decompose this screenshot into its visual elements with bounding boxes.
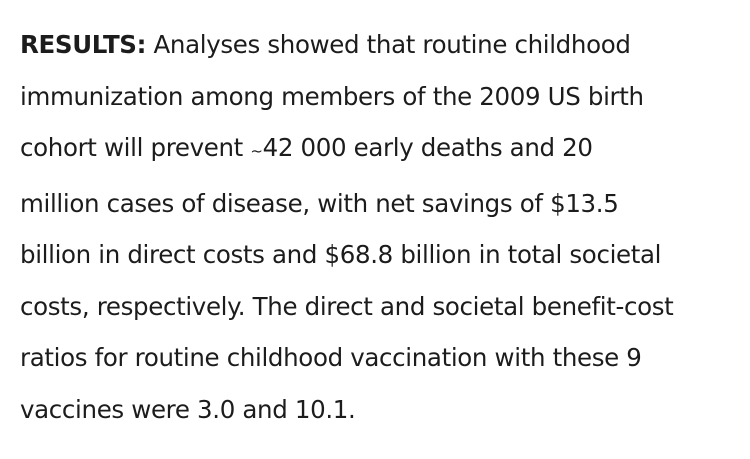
results-line-3 bbox=[20, 122, 736, 178]
approx-symbol: ~ bbox=[250, 142, 263, 160]
results-line-6: costs, respectively. The direct and societal benefit-cost bbox=[20, 291, 674, 321]
results-line-1 bbox=[20, 19, 736, 71]
results-text-line-1: Analyses showed that routine childhood bbox=[146, 30, 631, 59]
results-line-7: ratios for routine childhood vaccination with these 9 bbox=[20, 343, 642, 372]
results-label: RESULTS: bbox=[20, 30, 147, 59]
results-text-line-3-end: 42 000 early deaths and 20 bbox=[262, 133, 593, 162]
results-line-4: million cases of disease, with net savings of $13.5 bbox=[20, 188, 619, 218]
results-line-2: immunization among members of the 2009 US birth bbox=[20, 81, 644, 111]
results-paragraph bbox=[20, 19, 736, 435]
results-text-line-3-start: cohort will prevent bbox=[20, 133, 251, 162]
results-line-8: vaccines were 3.0 and 10.1. bbox=[20, 394, 356, 424]
results-line-5: billion in direct costs and $68.8 billion in total societal bbox=[20, 240, 662, 269]
